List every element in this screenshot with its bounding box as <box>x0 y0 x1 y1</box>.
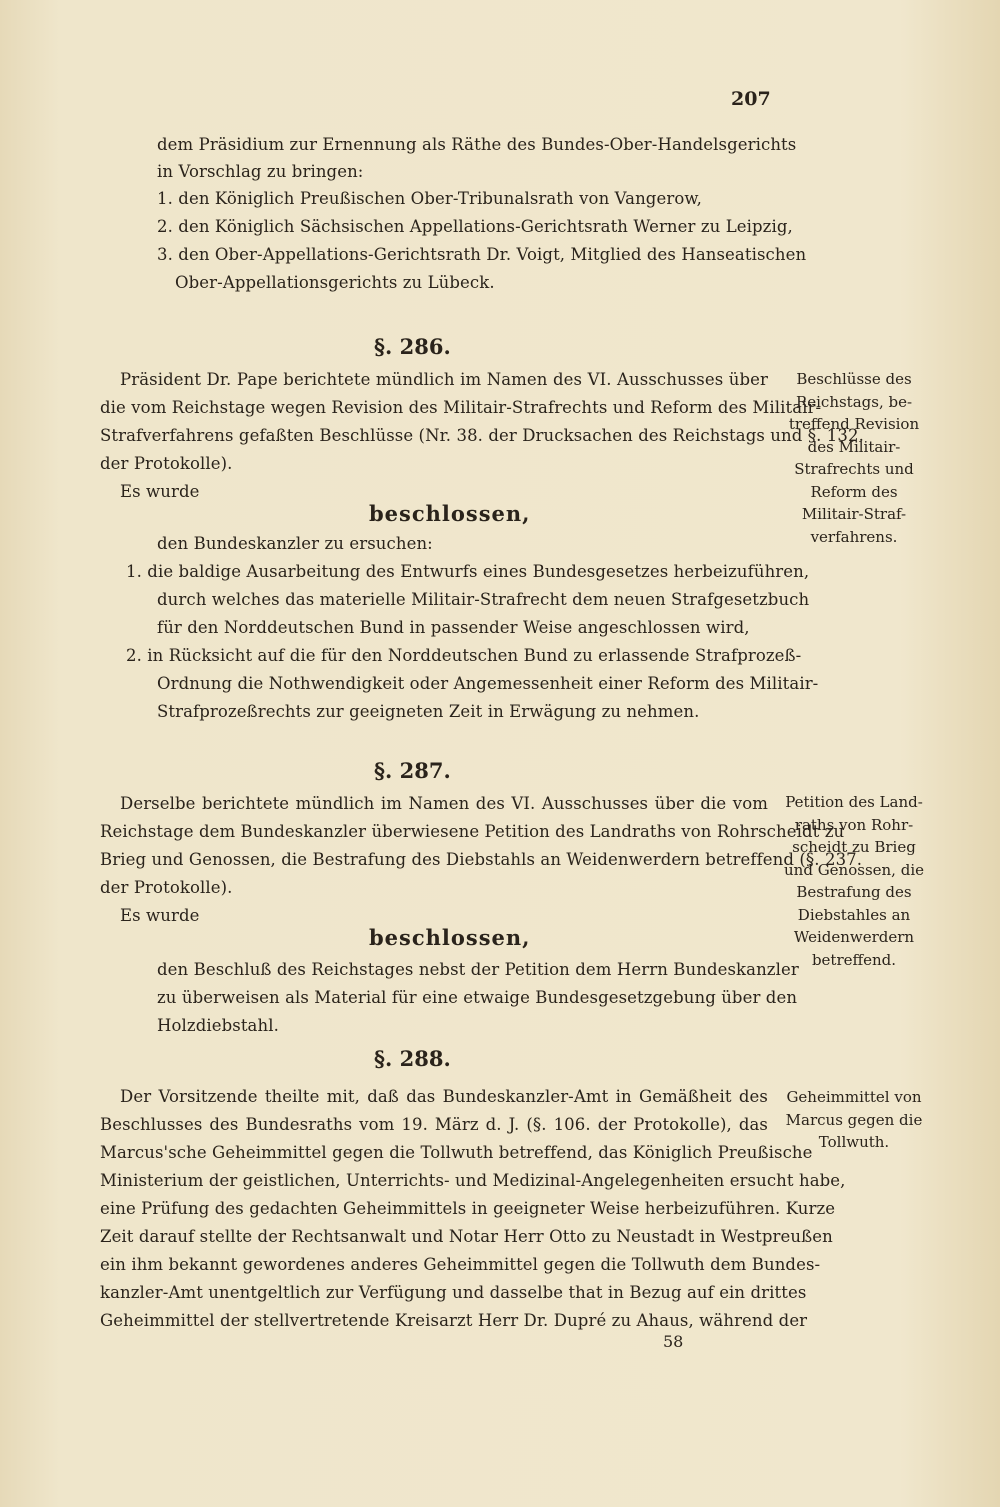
intro-list-item: Ober-Appellationsgerichts zu Lübeck. <box>175 273 495 292</box>
section-288-text: Ministerium der geistlichen, Unterrichts- und Medizinal-Angelegenheiten ersucht habe, <box>100 1171 846 1190</box>
resolution-item: für den Norddeutschen Bund in passender Weise angeschlossen wird, <box>157 618 750 637</box>
margin-note-286: Beschlüsse des Reichstags, be- treffend Revision des Militair- Strafrechts und Reform des Militair-Straf- verfahrens. <box>788 370 920 546</box>
resolution-item: Ordnung die Nothwendigkeit oder Angemessenheit einer Reform des Militair- <box>157 674 819 693</box>
section-286-text: Strafverfahrens gefaßten Beschlüsse (Nr. 38. der Drucksachen des Reichstags und §. 132. <box>100 426 864 445</box>
resolution-text: den Beschluß des Reichstages nebst der Petition dem Herrn Bundeskanzler <box>157 960 799 979</box>
resolution-text: zu überweisen als Material für eine etwaige Bundesgesetzgebung über den <box>157 988 798 1007</box>
section-heading-286: §. 286. <box>374 334 451 359</box>
resolution-lead: den Bundeskanzler zu ersuchen: <box>157 534 433 553</box>
section-heading-288: §. 288. <box>374 1046 451 1071</box>
section-288-text: Beschlusses des Bundesraths vom 19. März d. J. (§. 106. der Protokolle), das <box>100 1115 768 1134</box>
es-wurde: Es wurde <box>120 482 200 501</box>
resolution-item: 1. die baldige Ausarbeitung des Entwurfs eines Bundesgesetzes herbeizuführen, <box>126 562 810 581</box>
margin-note-288: Geheimmittel von Marcus gegen die Tollwuth. <box>785 1088 923 1151</box>
section-286-text: der Protokolle). <box>100 454 233 473</box>
section-288-text: eine Prüfung des gedachten Geheimmittels in geeigneter Weise herbeizuführen. Kurze <box>100 1199 836 1218</box>
beschlossen-label: beschlossen, <box>369 501 531 526</box>
intro-line: dem Präsidium zur Ernennung als Räthe des Bundes-Ober-Handelsgerichts <box>157 135 797 154</box>
section-288-text: Zeit darauf stellte der Rechtsanwalt und Notar Herr Otto zu Neustadt in Westpreußen <box>100 1227 833 1246</box>
margin-note-287: Petition des Land- raths von Rohr- scheidt zu Brieg und Genossen, die Bestrafung des Diebstahles an Weidenwerdern betreffend. <box>784 793 924 969</box>
beschlossen-label: beschlossen, <box>369 925 531 950</box>
section-287-text: Reichstage dem Bundeskanzler überwiesene Petition des Landraths von Rohrscheidt zu <box>100 822 845 841</box>
section-288-text: Marcus'sche Geheimmittel gegen die Tollwuth betreffend, das Königlich Preußische <box>100 1143 813 1162</box>
section-286-text: die vom Reichstage wegen Revision des Militair-Strafrechts und Reform des Militair- <box>100 398 822 417</box>
intro-list-item: 3. den Ober-Appellations-Gerichtsrath Dr. Voigt, Mitglied des Hanseatischen <box>157 245 807 264</box>
signature-mark: 58 <box>663 1332 684 1351</box>
es-wurde: Es wurde <box>120 906 200 925</box>
page-number: 207 <box>731 88 771 110</box>
section-287-text: Brieg und Genossen, die Bestrafung des Diebstahls an Weidenwerdern betreffend (§. 237. <box>100 850 863 869</box>
section-288-text: Der Vorsitzende theilte mit, daß das Bundeskanzler-Amt in Gemäßheit des <box>120 1087 768 1106</box>
section-heading-287: §. 287. <box>374 758 451 783</box>
resolution-text: Holzdiebstahl. <box>157 1016 279 1035</box>
section-286-text: Präsident Dr. Pape berichtete mündlich im Namen des VI. Ausschusses über <box>120 370 768 389</box>
section-287-text: der Protokolle). <box>100 878 233 897</box>
section-288-text: Geheimmittel der stellvertretende Kreisarzt Herr Dr. Dupré zu Ahaus, während der <box>100 1311 808 1330</box>
section-288-text: kanzler-Amt unentgeltlich zur Verfügung und dasselbe that in Bezug auf ein drittes <box>100 1283 807 1302</box>
resolution-item: Strafprozeßrechts zur geeigneten Zeit in Erwägung zu nehmen. <box>157 702 700 721</box>
intro-line: in Vorschlag zu bringen: <box>157 162 364 181</box>
intro-list-item: 1. den Königlich Preußischen Ober-Tribunalsrath von Vangerow, <box>157 189 702 208</box>
section-288-text: ein ihm bekannt gewordenes anderes Geheimmittel gegen die Tollwuth dem Bundes- <box>100 1255 821 1274</box>
resolution-item: 2. in Rücksicht auf die für den Norddeutschen Bund zu erlassende Strafprozeß- <box>126 646 802 665</box>
resolution-item: durch welches das materielle Militair-Strafrecht dem neuen Strafgesetzbuch <box>157 590 810 609</box>
intro-list-item: 2. den Königlich Sächsischen Appellations-Gerichtsrath Werner zu Leipzig, <box>157 217 793 236</box>
section-287-text: Derselbe berichtete mündlich im Namen des VI. Ausschusses über die vom <box>120 794 768 813</box>
